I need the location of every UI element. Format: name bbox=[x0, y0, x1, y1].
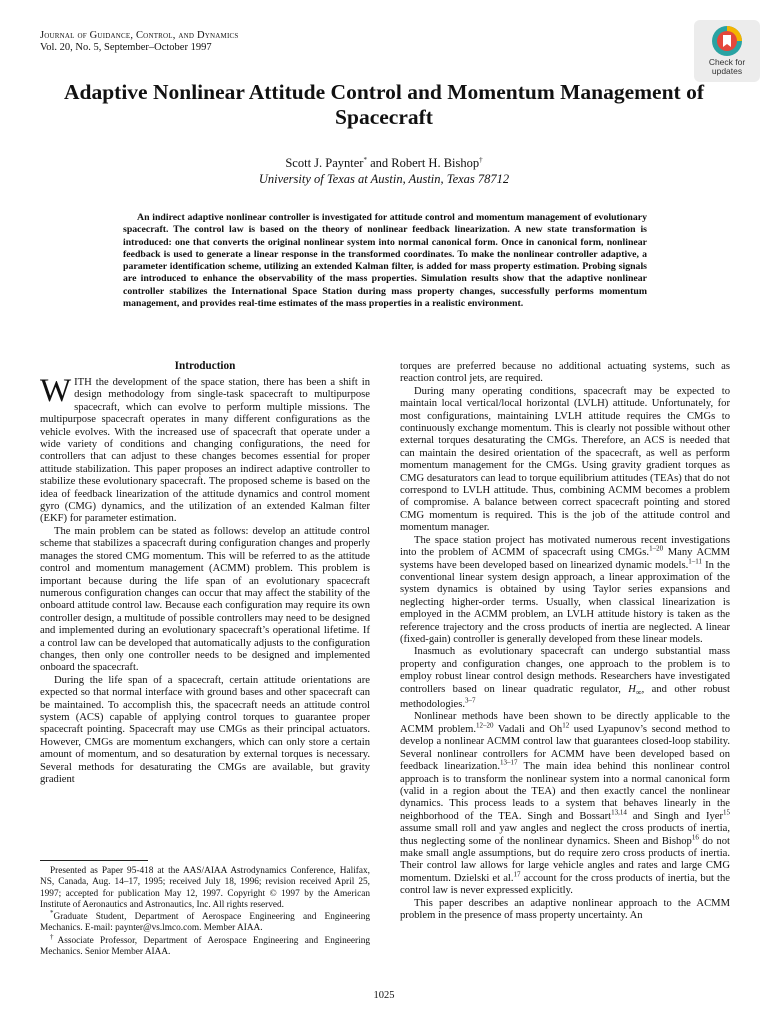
author-and: and bbox=[366, 156, 392, 170]
journal-header bbox=[40, 30, 238, 54]
intro-paragraph-1-text: ITH the development of the space station, there has been a shift in design methodology from single-task spacecraft to multipurpose spacecraft, which can evolve to perform multiple missions. The multipurpose spacecraft operates in many different configurations as the vehicle evolves. With the increased use of spacecraft that operate under a wide variety of conditions and changing configurations, the need for controllers that can adjust to these changes becomes essential for proper attitude stabilization. This paper proposes an indirect adaptive controller to stabilize these evolutionary spacecraft. The proposed scheme is based on the idea of feedback linearization of the attitude dynamics and control moment gyro (CMG) dynamics, and the utilization of an extended Kalman filter (EKF) for parameter estimation. bbox=[40, 377, 370, 525]
text-run: The main idea behind this nonlinear control approach is to transform the nonlinear system into a normal canonical form (valid in a region about the TEA) and then exactly cancel the nonlinear dynamics. This process leads to a system that behaves linearly in the neighborhood of the TEA. Singh and Bossart bbox=[400, 761, 731, 822]
footnote-author-2-text: Associate Professor, Department of Aerospace Engineering and Engineering Mechanics. Senior Member AIAA. bbox=[40, 935, 370, 958]
citation-ref: 13–17 bbox=[500, 758, 518, 767]
citation-ref: 12–20 bbox=[476, 721, 494, 730]
footnote-presented: Presented as Paper 95-418 at the AAS/AIAA Astrodynamics Conference, Halifax, NS, Canada, Aug. 14–17, 1995; received July 18, 1996; revision received April 25, 1997; accepted for publication May 12, 1997. Copyright © 1997 by the American Institute of Aeronautics and Astronautics, Inc. All rights reserved. bbox=[40, 866, 370, 910]
citation-ref: 3–7 bbox=[465, 696, 476, 705]
author-1: Scott J. Paynter bbox=[285, 156, 364, 170]
right-paragraph-6: This paper describes an adaptive nonlinear approach to the ACMM problem in the presence of mass property uncertainty. An bbox=[400, 897, 730, 921]
badge-line-1: Check for bbox=[708, 57, 746, 67]
footnote-mark-2: † bbox=[50, 932, 58, 941]
authors bbox=[60, 156, 708, 171]
citation-ref: 13,14 bbox=[611, 808, 627, 817]
citation-ref: 17 bbox=[513, 870, 521, 879]
author-1-mark: * bbox=[363, 155, 367, 164]
right-paragraph-5 bbox=[400, 711, 730, 897]
check-for-updates-badge[interactable] bbox=[694, 20, 760, 82]
right-paragraph-3 bbox=[400, 535, 730, 647]
journal-issue: Vol. 20, No. 5, September–October 1997 bbox=[40, 42, 212, 53]
right-paragraph-1: torques are preferred because no additional actuating systems, such as reaction control jets, are required. bbox=[400, 361, 730, 385]
h-infinity-sub: ∞ bbox=[635, 687, 642, 697]
footnote-author-1 bbox=[40, 909, 370, 935]
affiliation: University of Texas at Austin, Austin, Texas 78712 bbox=[258, 172, 510, 186]
text-run: The space station project has motivated numerous recent investigations into the problem of ACMM of spacecraft using CMGs. bbox=[400, 534, 730, 559]
author-2-mark: † bbox=[479, 155, 483, 164]
footnote-author-2 bbox=[40, 932, 370, 959]
paper-title: Adaptive Nonlinear Attitude Control and Momentum Management of Spacecraft bbox=[63, 80, 704, 129]
page-number: 1025 bbox=[373, 990, 395, 1001]
footnote-mark-1: * bbox=[50, 909, 54, 918]
h-infinity: H bbox=[628, 683, 636, 695]
right-paragraph-2: During many operating conditions, spacecraft may be expected to maintain local vertical/local horizontal (LVLH) attitude. Unfortunately, for most configurations, maintaining LVLH attitude requires the CMGs to continuously exchange momentum. This is clearly not possible without other external torques desaturating the CMGs. Therefore, an ACS is needed that can maintain the desired orientation of the spacecraft, as well as perform momentum management for the CMGs. Using gravity gradient torques as CMG desaturators can lead to torque equilibrium attitudes (TEAs) that do not correspond to LVLH attitude. Thus, combining ACMM becomes a problem of compromise. A balance between correct spacecraft pointing and stored CMG momentum is required. This is the job of the attitude control and momentum manager. bbox=[400, 385, 730, 534]
footnotes bbox=[40, 866, 370, 959]
journal-name: Journal of Guidance, Control, and Dynamics bbox=[40, 30, 239, 41]
intro-paragraph-3: During the life span of a spacecraft, certain attitude orientations are expected so that normal interface with ground bases and other spacecraft can be maintained. To accomplish this, the spacecraft needs an attitude control system (ACS) capable of applying control torques to guarantee proper spacecraft pointing. Spacecraft may use CMGs as their principal actuators. However, CMGs are momentum exchangers, which can only store a certain amount of momentum, and so desaturation by external torques is necessary. Several methods for desaturating the CMGs are available, but gravity gradient bbox=[40, 674, 370, 785]
text-run: Vadali and Oh bbox=[493, 723, 563, 735]
intro-paragraph-1 bbox=[40, 373, 370, 526]
text-run: and Singh and Iyer bbox=[626, 810, 723, 822]
text-run: , and other robust methodologies. bbox=[400, 683, 730, 711]
citation-ref: 1–11 bbox=[688, 556, 702, 565]
text-run: Many ACMM systems have been developed based on linearized dynamic models. bbox=[400, 547, 730, 571]
updates-icon bbox=[710, 24, 744, 58]
text-run: Nonlinear methods have been shown to be directly applicable to the ACMM problem. bbox=[400, 711, 730, 735]
text-run: do not make small angle assumptions, but do require zero cross products of inertia. Their control law allows for large vehicle angles and rates and large CMG momentum. Dzielski et al. bbox=[400, 835, 730, 884]
badge-line-2: updates bbox=[711, 66, 743, 76]
section-heading-introduction: Introduction bbox=[174, 360, 236, 372]
right-paragraph-4 bbox=[400, 646, 730, 711]
footnote-rule bbox=[40, 860, 148, 861]
text-run: assume small roll and yaw angles and neglect the cross products of inertia, thus neglecting some of the nonlinear dynamics. Sheen and Bishop bbox=[400, 823, 730, 847]
text-run: Inasmuch as evolutionary spacecraft can undergo substantial mass property and configuration changes, one approach to the problem is to employ robust linear control design methods. Researchers have investigated controllers based on linear quadratic regulator, bbox=[400, 646, 730, 695]
intro-paragraph-2: The main problem can be stated as follows: develop an attitude control scheme that stabilizes a spacecraft during configuration changes and properly manages the stored CMG momentum. This will be referred to as the attitude control and momentum management (ACMM) problem. This problem is important because during the life span of an evolutionary spacecraft numerous configuration changes can occur that may affect the stability of the onboard attitude control law. Because each configuration may require its own controller design, a multitude of possible controllers may need to be designed and implemented during an evolutionary spacecraft’s operational lifetime. If a control law can be developed that automatically adjusts to the configuration changes, then only one controller needs to be designed and implemented onboard the spacecraft. bbox=[40, 525, 370, 674]
citation-ref: 1–20 bbox=[649, 544, 664, 553]
text-run: In the conventional linear system design approach, a linear approximation of the system dynamics is obtained by using Taylor series expansions and neglecting higher-order terms. Usually, when classical linearization is employed in the ACMM problem, an LVLH attitude history is taken as the reference trajectory and the cross products of inertia are neglected. A linear (fixed-gain) controller is generally developed from these linear models. bbox=[400, 559, 730, 645]
author-2: Robert H. Bishop bbox=[391, 156, 480, 170]
citation-ref: 15 bbox=[723, 808, 730, 817]
text-run: used Lyapunov’s second method to develop a nonlinear ACMM control law that guarantees closed-loop stability. Several nonlinear controllers for ACMM have been developed based on feedback linearization. bbox=[400, 723, 731, 773]
left-column bbox=[40, 360, 370, 786]
text-run: account for the cross products of inertia, but the control law is never expressed explicitly. bbox=[400, 872, 730, 897]
citation-ref: 12 bbox=[562, 721, 570, 730]
citation-ref: 16 bbox=[691, 833, 699, 842]
drop-cap: W bbox=[40, 373, 72, 409]
footnote-author-1-text: Graduate Student, Department of Aerospace Engineering and Engineering Mechanics. E-mail: paynter@vs.lmco.com. Member AIAA. bbox=[40, 912, 370, 934]
abstract: An indirect adaptive nonlinear controller is investigated for attitude control and momentum management of evolutionary spacecraft. The control law is based on the theory of nonlinear feedback linearization. A new state transformation is introduced: one that converts the original nonlinear system into normal canonical form. Once in canonical form, nonlinear feedback is used to generate a linear response in the transformed coordinates. To make the nonlinear controller adaptive, a parameter identification scheme, utilizing an extended Kalman filter, is added for mass property estimation. Probing signals are introduced to enhance the observability of the mass properties. Simulation results show that the adaptive nonlinear controller stabilizes the International Space Station during mass property changes, successfully performs momentum management, and provides real-time estimates of the mass properties in a realistic environment. bbox=[123, 212, 647, 310]
right-column bbox=[400, 361, 730, 922]
